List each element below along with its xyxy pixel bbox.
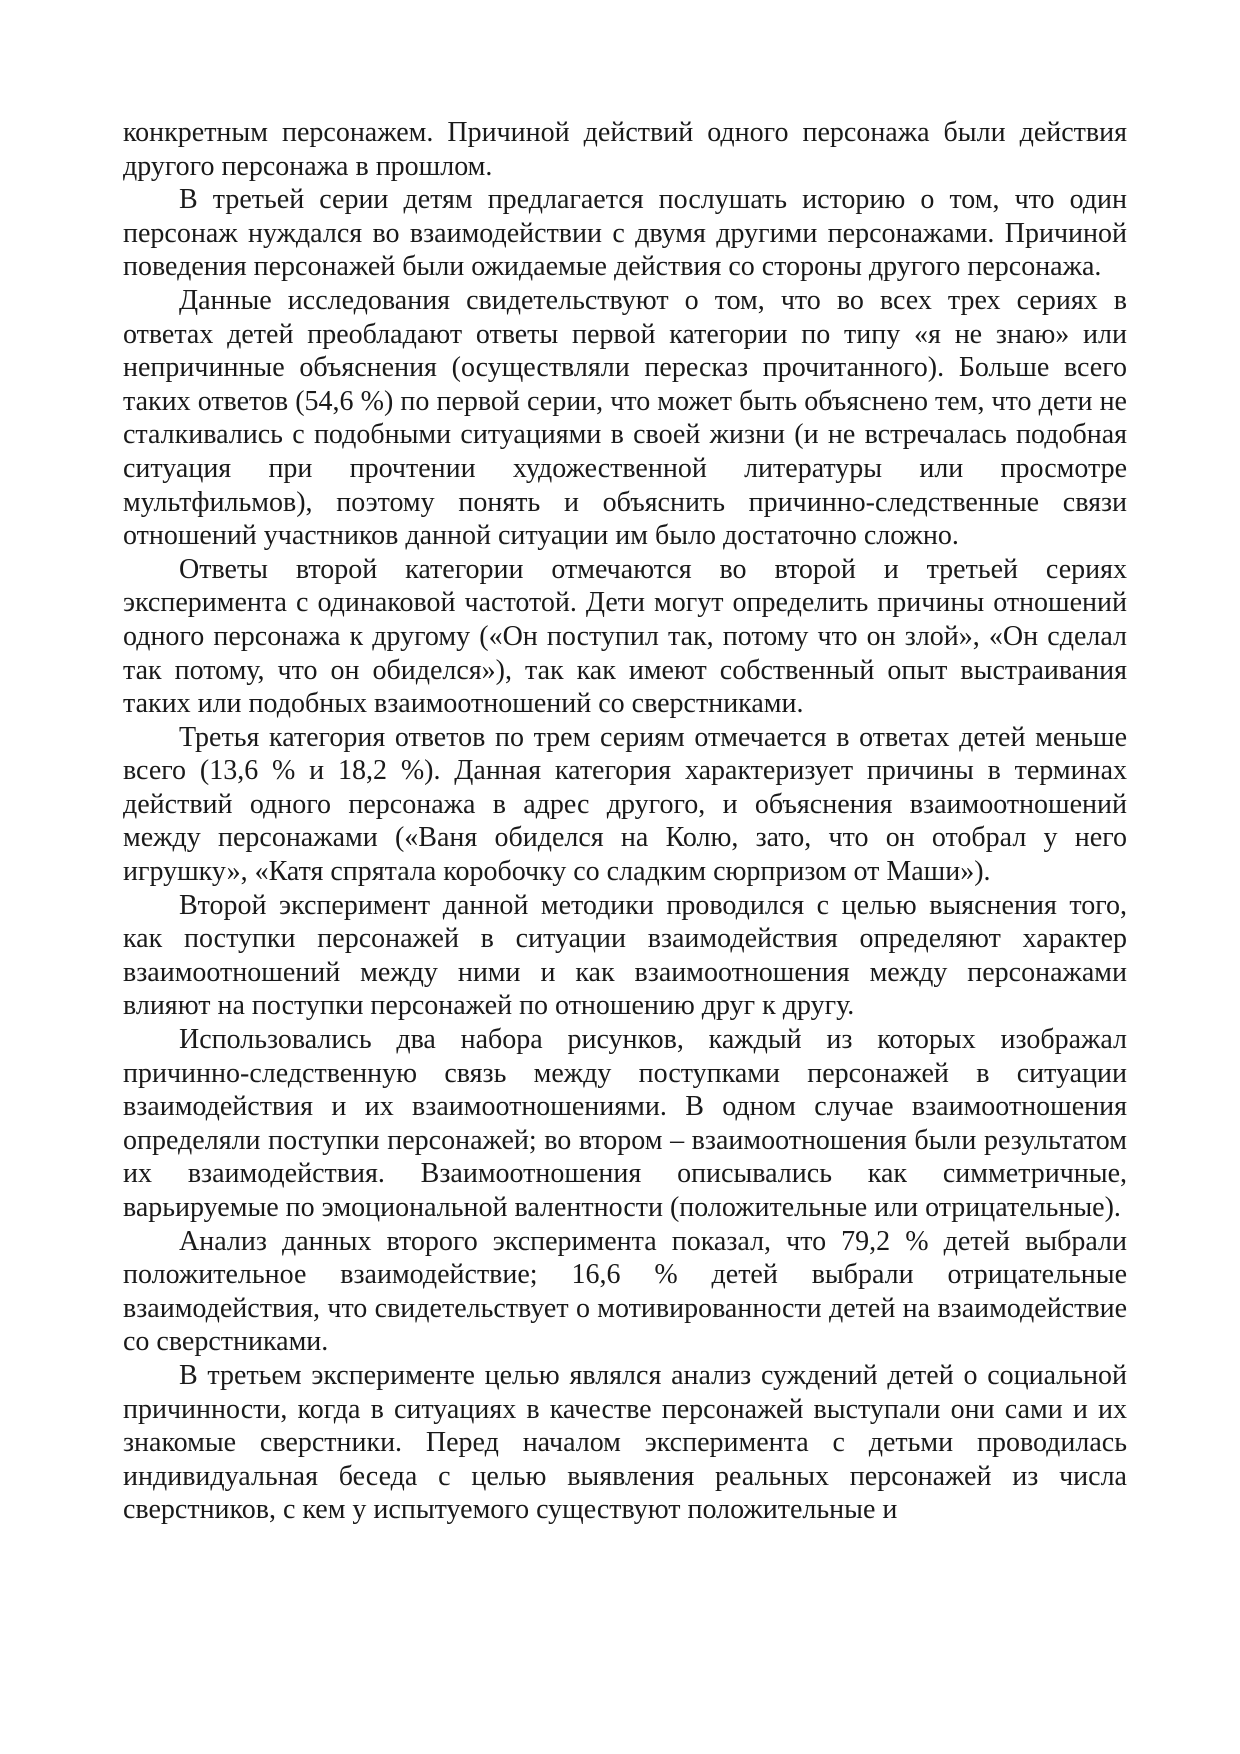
paragraph-3: Данные исследования свидетельствуют о том, что во всех трех сериях в ответах детей преобладают ответы первой категории по типу «я не знаю» или непричинные объяснения (осуществляли пересказ прочитанного). Больше всего таких ответов (54,6 %) по первой серии, что может быть объяснено тем, что дети не сталкивались с подобными ситуациями в своей жизни (и не встречалась подобная ситуация при прочтении художественной литературы или просмотре мультфильмов), поэтому понять и объяснить причинно-следственные связи отношений участников данной ситуации им было достаточно сложно. xyxy=(123,284,1127,552)
paragraph-2: В третьей серии детям предлагается послушать историю о том, что один персонаж нуждался во взаимодействии с двумя другими персонажами. Причиной поведения персонажей были ожидаемые действия со стороны другого персонажа. xyxy=(123,184,1127,283)
paragraph-9: В третьем эксперименте целью являлся анализ суждений детей о социальной причинности, когда в ситуациях в качестве персонажей выступали они сами и их знакомые сверстники. Перед началом эксперимента с детьми проводилась индивидуальная беседа с целью выявления реальных персонажей из числа сверстников, с кем у испытуемого существуют положительные и xyxy=(123,1359,1127,1526)
paragraph-8: Анализ данных второго эксперимента показал, что 79,2 % детей выбрали положительное взаимодействие; 16,6 % детей выбрали отрицательные взаимодействия, что свидетельствует о мотивированности детей на взаимодействие со сверстниками. xyxy=(123,1225,1127,1358)
paragraph-1: конкретным персонажем. Причиной действий одного персонажа были действия другого персонажа в прошлом. xyxy=(123,117,1127,182)
paragraph-4: Ответы второй категории отмечаются во второй и третьей сериях эксперимента с одинаковой частотой. Дети могут определить причины отношений одного персонажа к другому («Он поступил так, потому что он злой», «Он сделал так потому, что он обиделся»), так как имеют собственный опыт выстраивания таких или подобных взаимоотношений со сверстниками. xyxy=(123,553,1127,720)
paragraph-7: Использовались два набора рисунков, каждый из которых изображал причинно-следственную связь между поступками персонажей в ситуации взаимодействия и их взаимоотношениями. В одном случае взаимоотношения определяли поступки персонажей; во втором – взаимоотношения были результатом их взаимодействия. Взаимоотношения описывались как симметричные, варьируемые по эмоциональной валентности (положительные или отрицательные). xyxy=(123,1024,1127,1223)
paragraph-5: Третья категория ответов по трем сериям отмечается в ответах детей меньше всего (13,6 % и 18,2 %). Данная категория характеризует причины в терминах действий одного персонажа в адрес другого, и объяснения взаимоотношений между персонажами («Ваня обиделся на Колю, зато, что он отобрал у него игрушку», «Катя спрятала коробочку со сладким сюрпризом от Маши»). xyxy=(123,721,1127,888)
paragraph-6: Второй эксперимент данной методики проводился с целью выяснения того, как поступки персонажей в ситуации взаимодействия определяют характер взаимоотношений между ними и как взаимоотношения между персонажами влияют на поступки персонажей по отношению друг к другу. xyxy=(123,889,1127,1022)
